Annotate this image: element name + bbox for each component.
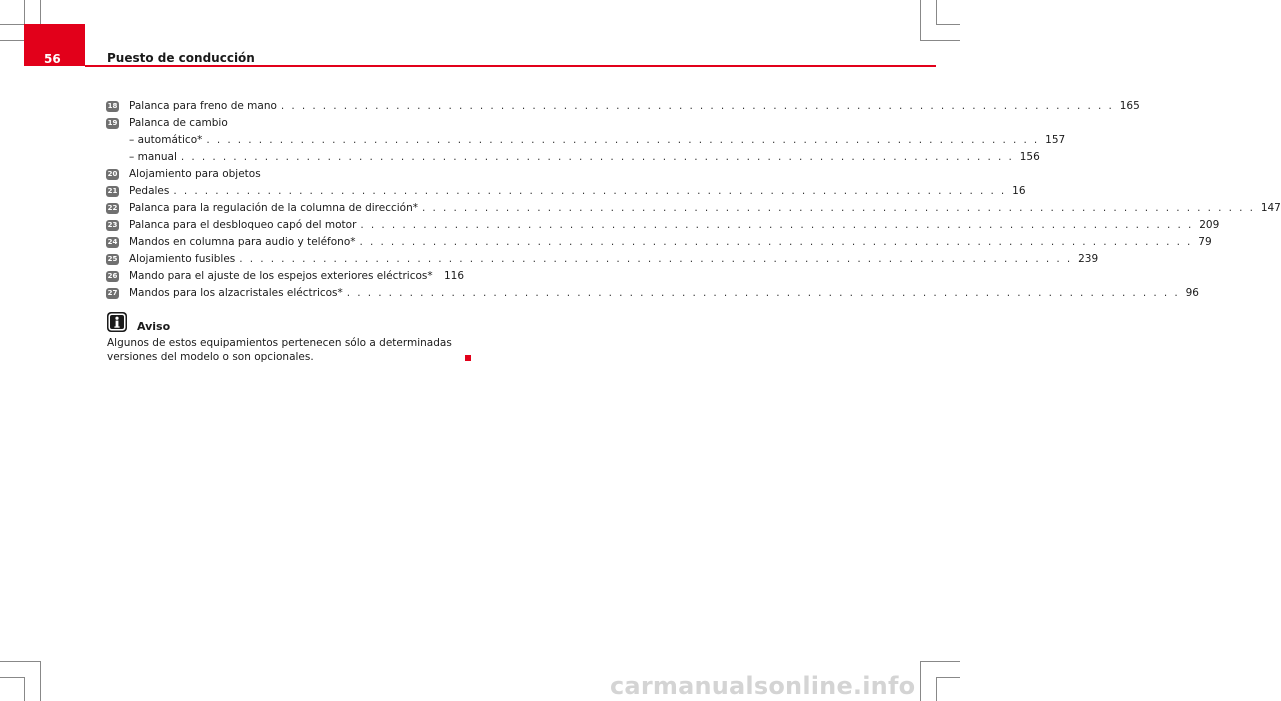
crop-mark: [0, 677, 24, 678]
page-reference: 239: [1078, 253, 1099, 265]
dot-leader: . . . . . . . . . . . . . . . . . . . . . . . . . . . . . . . . . . . . . . . . . . . . . . . . . . . . . . . . . . . . . . . . . . . . . . . . . . . . . . . .: [280, 100, 1114, 112]
legend-row: [107, 251, 1099, 268]
page-reference: 156: [1019, 151, 1040, 163]
crop-mark: [0, 24, 24, 25]
item-number-badge: 19: [107, 119, 118, 127]
dot-leader: . . . . . . . . . . . . . . . . . . . . . . . . . . . . . . . . . . . . . . . . . . . . . . . . . . . . . . . . . . . . . . . . . . . . . . . . . . . . . . . .: [422, 202, 1255, 214]
page-number: 56: [24, 24, 85, 66]
legend-list: [107, 98, 1281, 302]
dot-leader: . . . . . . . . . . . . . . . . . . . . . . . . . . . . . . . . . . . . . . . . . . . . . . . . . . . . . . . . . . . . . . . . . . . . . . . . . . . . . . . .: [239, 253, 1073, 265]
legend-row: [107, 183, 1026, 200]
end-of-section-marker: [465, 355, 471, 361]
item-number-badge: 18: [107, 102, 118, 110]
item-label: Alojamiento para objetos: [129, 168, 261, 180]
page-reference: 79: [1198, 236, 1212, 248]
crop-mark: [920, 661, 921, 701]
legend-row: [107, 166, 464, 183]
legend-row: [107, 149, 1040, 166]
dot-leader: . . . . . . . . . . . . . . . . . . . . . . . . . . . . . . . . . . . . . . . . . . . . . . . . . . . . . . . . . . . . . . . . . . . . . . . . . . . . . . . .: [173, 185, 1007, 197]
item-label: Palanca para freno de mano: [129, 100, 277, 112]
page-reference: 16: [1012, 185, 1026, 197]
notice-header: [107, 312, 472, 334]
page-reference: 165: [1119, 100, 1140, 112]
legend-row: [107, 98, 1140, 115]
item-number-badge: 23: [107, 221, 118, 229]
page-reference: 147: [1260, 202, 1281, 214]
legend-row: [107, 132, 1066, 149]
crop-mark: [920, 40, 960, 41]
dot-leader: . . . . . . . . . . . . . . . . . . . . . . . . . . . . . . . . . . . . . . . . . . . . . . . . . . . . . . . . . . . . . . . . . . . . . . . . . . . . . . . .: [206, 134, 1040, 146]
page-reference: 209: [1199, 219, 1220, 231]
notice-title: Aviso: [137, 320, 171, 333]
page-reference: 157: [1045, 134, 1066, 146]
crop-mark: [936, 677, 937, 701]
dot-leader: . . . . . . . . . . . . . . . . . . . . . . . . . . . . . . . . . . . . . . . . . . . . . . . . . . . . . . . . . . . . . . . . . . . . . . . . . . . . . . . .: [360, 219, 1194, 231]
item-number-badge: 20: [107, 170, 118, 178]
crop-mark: [0, 661, 40, 662]
item-number-badge: 21: [107, 187, 118, 195]
watermark: carmanualsonline.info: [610, 672, 916, 700]
page-reference: 116: [443, 270, 464, 282]
crop-mark: [920, 661, 960, 662]
crop-mark: [24, 677, 25, 701]
crop-mark: [936, 24, 960, 25]
item-label: Mandos para los alzacristales eléctricos*: [129, 287, 343, 299]
item-label: Mando para el ajuste de los espejos exteriores eléctricos*: [129, 270, 433, 282]
item-number-badge: 22: [107, 204, 118, 212]
crop-mark: [920, 0, 921, 40]
dot-leader: . . . . . . . . . . . . . . . . . . . . . . . . . . . . . . . . . . . . . . . . . . . . . . . . . . . . . . . . . . . . . . . . . . . . . . . . . . . . . . . .: [359, 236, 1193, 248]
dot-leader: . . . . . . . . . . . . . . . . . . . . . . . . . . . . . . . . . . . . . . . . . . . . . . . . . . . . . . . . . . . . . . . . . . . . . . . . . . . . . . . .: [346, 287, 1180, 299]
legend-row: [107, 234, 1212, 251]
item-label: Alojamiento fusibles: [129, 253, 236, 265]
item-label: Palanca para la regulación de la columna de dirección*: [129, 202, 419, 214]
item-number-badge: 27: [107, 289, 118, 297]
legend-row: [107, 115, 464, 132]
legend-row: [107, 200, 1281, 217]
item-label: – automático*: [129, 134, 203, 146]
item-label: Mandos en columna para audio y teléfono*: [129, 236, 356, 248]
item-number-badge: 26: [107, 272, 118, 280]
crop-mark: [936, 677, 960, 678]
notice-box: [107, 312, 472, 364]
legend-row: [107, 217, 1220, 234]
item-label: Palanca de cambio: [129, 117, 228, 129]
item-number-badge: 25: [107, 255, 118, 263]
legend-row: [107, 285, 1199, 302]
legend-row: [107, 268, 464, 285]
item-number-badge: 24: [107, 238, 118, 246]
item-label: – manual: [129, 151, 177, 163]
item-label: Pedales: [129, 185, 170, 197]
item-label: Palanca para el desbloqueo capó del motor: [129, 219, 357, 231]
crop-mark: [24, 0, 25, 24]
page-reference: 96: [1185, 287, 1199, 299]
crop-mark: [936, 0, 937, 24]
notice-body: Algunos de estos equipamientos pertenecen sólo a determinadas versiones del modelo o son opcionales.: [107, 337, 452, 363]
header-rule: [85, 65, 936, 67]
section-title: Puesto de conducción: [107, 51, 255, 65]
dot-leader: . . . . . . . . . . . . . . . . . . . . . . . . . . . . . . . . . . . . . . . . . . . . . . . . . . . . . . . . . . . . . . . . . . . . . . . . . . . . . . . .: [180, 151, 1014, 163]
info-icon: [107, 312, 127, 332]
crop-mark: [40, 661, 41, 701]
